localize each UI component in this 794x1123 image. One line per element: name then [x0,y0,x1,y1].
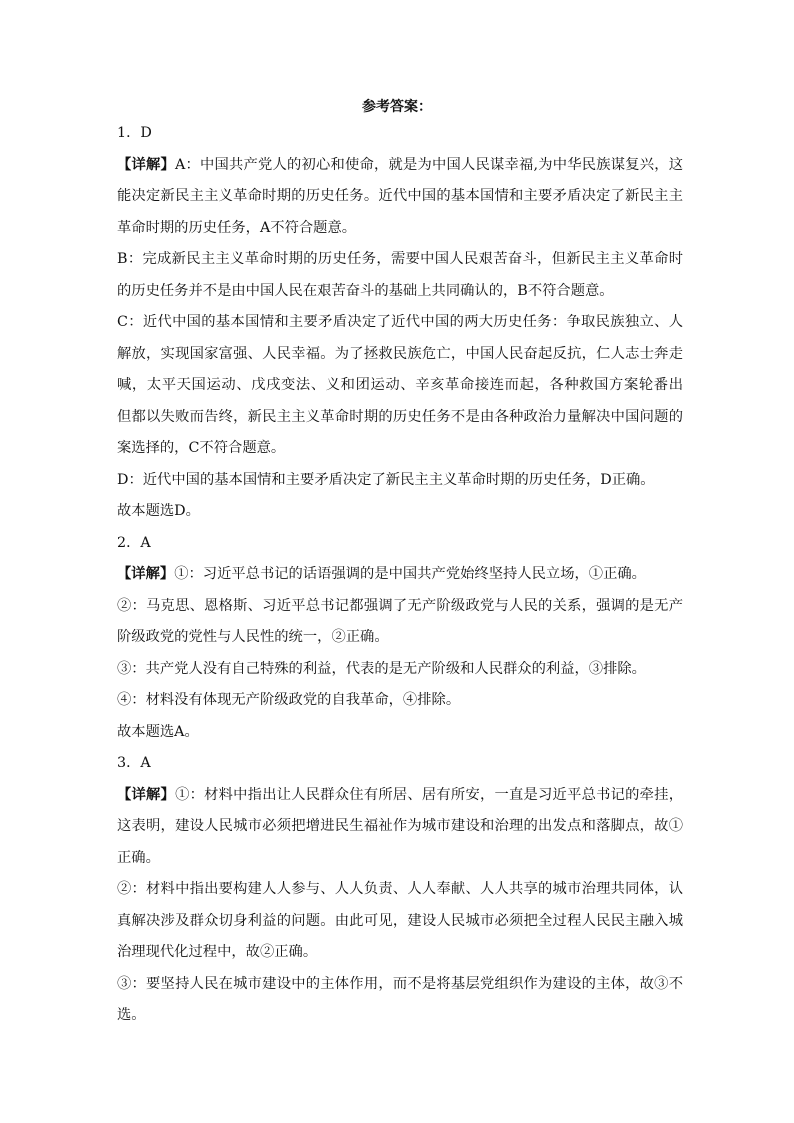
page-title: 参考答案： [362,99,432,115]
explanation-tag: 【详解】 [117,156,175,173]
line-text: 3．A [117,755,151,771]
text-line [117,654,683,686]
line-text: ①：习近平总书记的话语强调的是中国共产党始终坚持人民立场，①正确。 [174,566,646,582]
line-text: ③：要坚持人民在城市建设中的主体作用，而不是将基层党组织作为建设的主体，故③不 [117,975,683,992]
text-line [117,465,683,497]
text-line [117,559,683,591]
line-text: 这表明，建设人民城市必须把增进民生福祉作为城市建设和治理的出发点和落脚点，故① [117,818,683,834]
text-line [117,685,683,717]
line-text: D：近代中国的基本国情和主要矛盾决定了新民主主义革命时期的历史任务，D正确。 [117,471,655,488]
explanation-tag: 【详解】 [117,786,176,803]
line-text: B：完成新民主主义革命时期的历史任务，需要中国人民艰苦奋斗，但新民主主义革命时 [117,251,683,267]
line-text: 革命时期的历史任务，A不符合题意。 [117,219,357,236]
text-line [117,370,683,402]
text-line [117,748,683,780]
explanation-tag: 【详解】 [117,566,175,582]
text-line [117,622,683,654]
line-text: 2．A [117,534,151,551]
line-text: 故本题选A。 [117,723,199,740]
line-text: 解放，实现国家富强、人民幸福。为了拯救民族危亡，中国人民奋起反抗，仁人志士奔走 [117,345,683,362]
line-text: 案选择的，C不符合题意。 [117,440,286,456]
line-text: ①：材料中指出让人民群众住有所居、居有所安，一直是习近平总书记的牵挂， [175,786,683,803]
text-line [117,874,683,906]
line-text: ②：材料中指出要构建人人参与、人人负责、人人奉献、人人共享的城市治理共同体，认 [117,881,683,897]
text-line [117,717,683,749]
text-line [117,528,683,560]
line-text: ③：共产党人没有自己特殊的利益，代表的是无产阶级和人民群众的利益，③排除。 [117,660,646,677]
line-text: 选。 [117,1007,146,1023]
text-line [117,276,683,308]
text-line [117,244,683,276]
text-line [117,433,683,465]
text-line [117,307,683,339]
line-text: 真解决涉及群众切身利益的问题。由此可见，建设人民城市必须把全过程人民民主融入城 [117,912,683,929]
line-text: 的历史任务并不是由中国人民在艰苦奋斗的基础上共同确认的，B不符合题意。 [117,282,614,299]
text-line [117,843,683,875]
line-text: 故本题选D。 [117,503,200,519]
text-line [117,402,683,434]
text-line [117,780,683,812]
text-line [117,150,683,182]
text-line [117,591,683,623]
answer-content [117,118,683,1032]
line-text: 治理现代化过程中，故②正确。 [117,944,318,960]
text-line [117,181,683,213]
text-line [117,339,683,371]
line-text: 正确。 [117,849,160,866]
text-line [117,937,683,969]
line-text: A：中国共产党人的初心和使命，就是为中国人民谋幸福,为中华民族谋复兴，这 [175,156,683,173]
line-text: 但都以失败而告终，新民主主义革命时期的历史任务不是由各种政治力量解决中国问题的 [117,408,683,425]
line-text: 1．D [117,125,152,141]
text-line [117,118,683,150]
text-line [117,496,683,528]
line-text: ④：材料没有体现无产阶级政党的自我革命，④排除。 [117,692,461,708]
text-line [117,906,683,938]
line-text: 能决定新民主主义革命时期的历史任务。近代中国的基本国情和主要矛盾决定了新民主主 [117,188,683,204]
text-line [117,213,683,245]
line-text: 喊，太平天国运动、戊戌变法、义和团运动、辛亥革命接连而起，各种救国方案轮番出 [117,377,683,393]
line-text: 阶级政党的党性与人民性的统一，②正确。 [117,629,389,645]
text-line [117,969,683,1001]
line-text: ②：马克思、恩格斯、习近平总书记都强调了无产阶级政党与人民的关系，强调的是无产 [117,597,683,614]
text-line [117,1000,683,1032]
line-text: C：近代中国的基本国情和主要矛盾决定了近代中国的两大历史任务：争取民族独立、人 [117,314,683,330]
text-line [117,811,683,843]
